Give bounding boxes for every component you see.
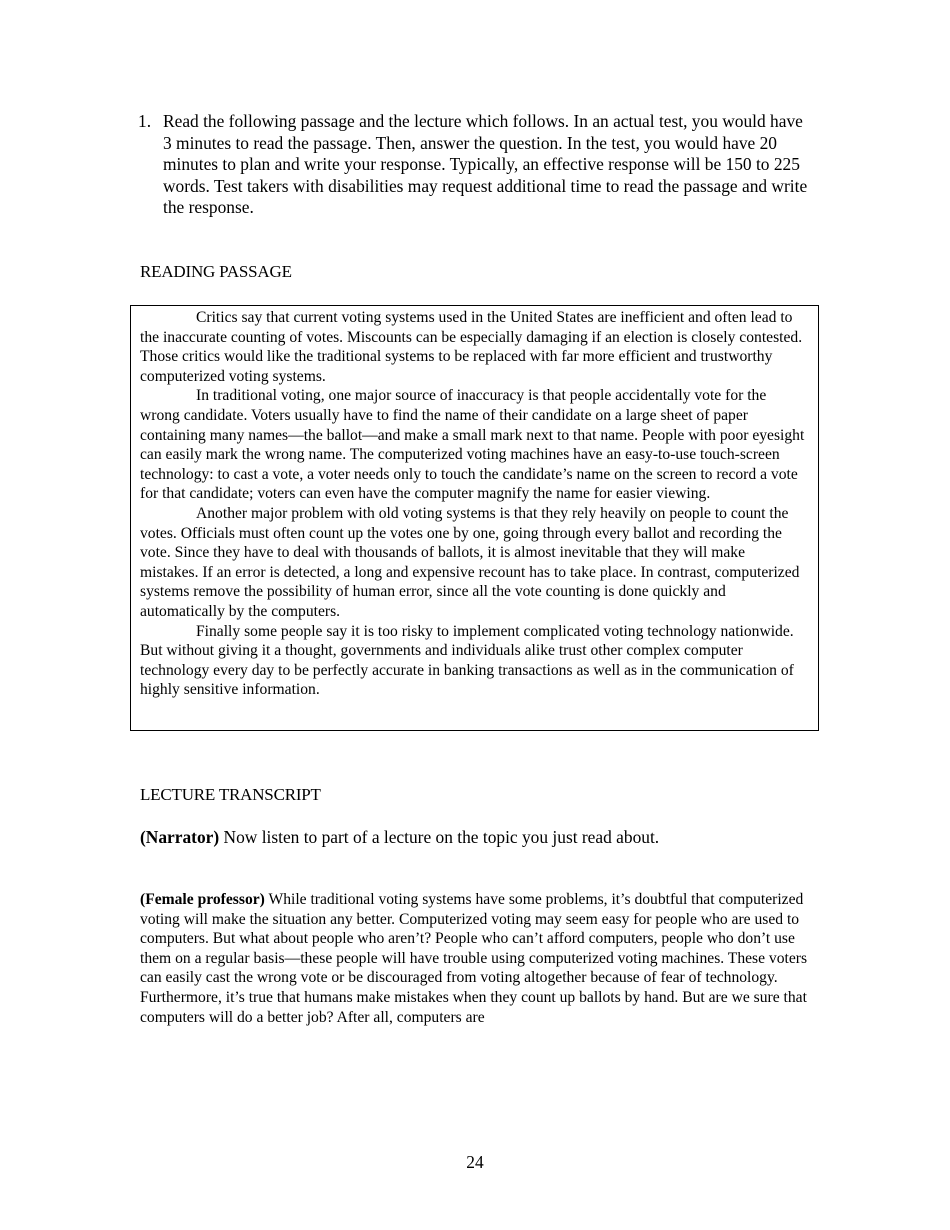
page-number: 24 (466, 1152, 484, 1172)
narrator-label: (Narrator) (140, 827, 220, 847)
passage-paragraph: Another major problem with old voting systems is that they rely heavily on people to count the votes. Officials must often count up the votes one by one, going through every ballot and recording the vote. Since they have to deal with thousands of ballots, it is almost inevitable that they will make mistakes. If an error is detected, a long and expensive recount has to take place. In contrast, computerized systems remove the possibility of human error, since all the vote counting is done quickly and automatically by the computers. (140, 504, 800, 620)
professor-label: (Female professor) (140, 891, 265, 908)
narrator-text: Now listen to part of a lecture on the topic you just read about. (219, 827, 660, 847)
question-number: 1. (138, 111, 152, 131)
professor-text: While traditional voting systems have some problems, it’s doubtful that computerized voting will make the situation any better. Computerized voting may seem easy for people who are used to computers. But what about people who aren’t? People who can’t afford computers, people who don’t use them on a regular basis—these people will have trouble using computerized voting machines. These voters can easily cast the wrong vote or be discouraged from voting altogether because of fear of technology. Furthermore, it’s true that humans make mistakes when they count up ballots by hand. But are we sure that computers will do a better job? After all, computers are (140, 891, 808, 1026)
question-instructions: Read the following passage and the lecture which follows. In an actual test, you would have 3 minutes to read the passage. Then, answer the question. In the test, you would have 20 minutes to plan and write your response. Typically, an effective response will be 150 to 225 words. Test takers with disabilities may request additional time to read the passage and write the response. (163, 111, 808, 217)
reading-passage-text (140, 308, 805, 700)
professor-transcript (140, 890, 810, 1027)
passage-paragraph: Finally some people say it is too risky to implement complicated voting technology nationwide. But without giving it a thought, governments and individuals alike trust other complex computer technology every day to be perfectly accurate in banking transactions as well as in the communication of highly sensitive information. (140, 622, 794, 699)
passage-paragraph: Critics say that current voting systems used in the United States are inefficient and often lead to the inaccurate counting of votes. Miscounts can be especially damaging if an election is closely contested. Those critics would like the traditional systems to be replaced with far more efficient and trustworthy computerized voting systems. (140, 309, 803, 385)
reading-passage-heading: READING PASSAGE (140, 262, 292, 281)
narrator-line (140, 826, 840, 848)
lecture-transcript-heading: LECTURE TRANSCRIPT (140, 785, 321, 804)
passage-paragraph: In traditional voting, one major source of inaccuracy is that people accidentally vote for the wrong candidate. Voters usually have to find the name of their candidate on a large sheet of paper containing many names—the ballot—and make a small mark next to that name. People with poor eyesight can easily mark the wrong name. The computerized voting machines have an easy-to-use touch-screen technology: to cast a vote, a voter needs only to touch the candidate’s name on the screen to record a vote for that candidate; voters can even have the computer magnify the name for easier viewing. (140, 387, 805, 503)
reading-passage-box (130, 305, 819, 731)
